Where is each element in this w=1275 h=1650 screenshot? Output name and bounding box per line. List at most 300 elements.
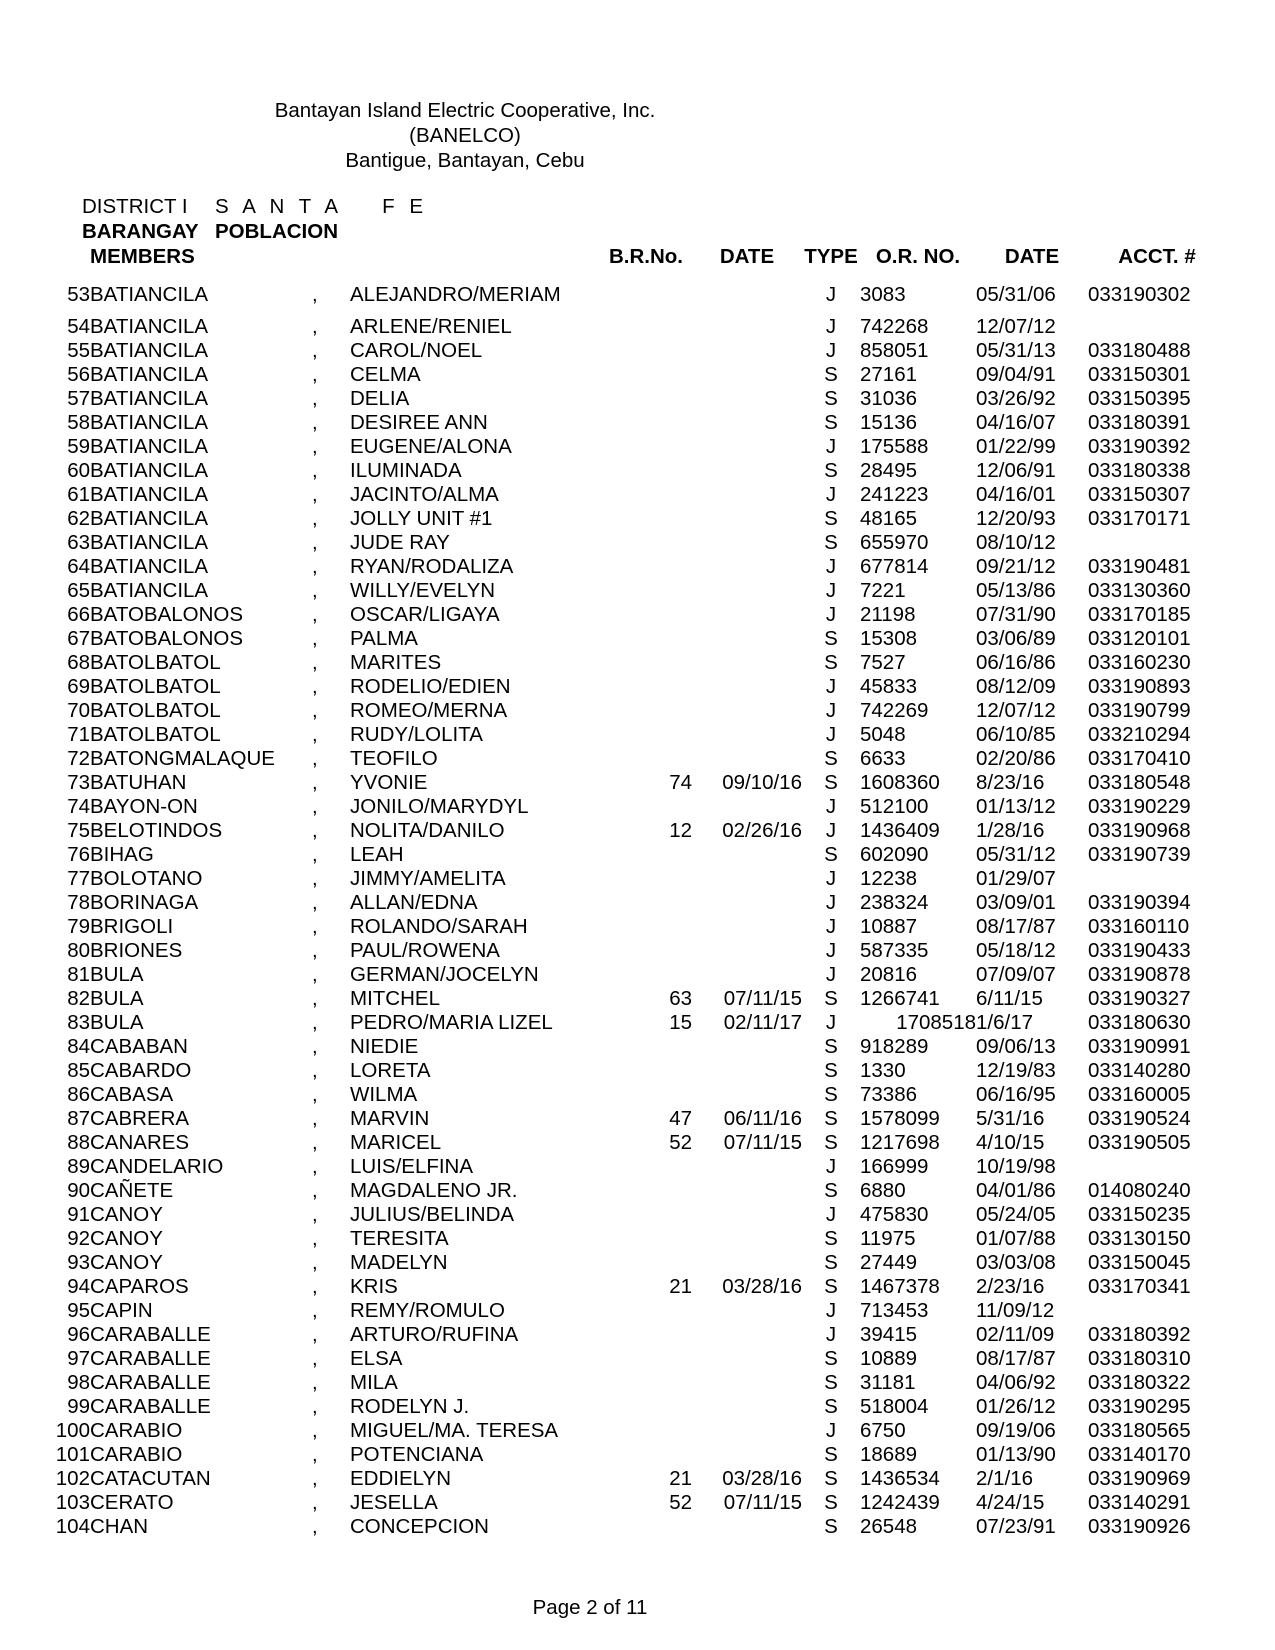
cell-or-no: 31181 (860, 1371, 916, 1394)
cell-comma: , (312, 435, 318, 458)
cell-comma: , (312, 1395, 318, 1418)
table-row (44, 1179, 1226, 1203)
cell-or-date: 01/13/90 (976, 1443, 1056, 1466)
cell-no: 102 (55, 1467, 90, 1490)
cell-comma: , (312, 363, 318, 386)
cell-comma: , (312, 819, 318, 842)
cell-comma: , (312, 699, 318, 722)
cell-acct: 033160110 (1088, 915, 1190, 938)
cell-br-no: 12 (669, 819, 692, 842)
cell-type: J (825, 915, 837, 938)
cell-no: 74 (67, 795, 90, 818)
col-header-type: TYPE (804, 245, 858, 268)
cell-or-no: 518004 (860, 1395, 929, 1418)
cell-type: S (824, 843, 838, 866)
table-row (44, 315, 1226, 339)
cell-no: 55 (67, 339, 90, 362)
cell-or-no: 858051 (860, 339, 929, 362)
cell-or-no: 1467378 (860, 1275, 940, 1298)
cell-no: 61 (67, 483, 90, 506)
cell-type: J (825, 1299, 837, 1322)
cell-acct: 033180565 (1088, 1419, 1191, 1442)
cell-acct: 033140170 (1088, 1443, 1191, 1466)
cell-comma: , (312, 795, 318, 818)
table-row (44, 891, 1226, 915)
cell-or-date: 1/28/16 (976, 819, 1045, 842)
table-row (44, 627, 1226, 651)
cell-br-date (692, 1515, 802, 1539)
cell-surname: BATOLBATOL (90, 723, 221, 746)
cell-br-date: 06/11/16 (723, 1107, 802, 1130)
cell-br-no (600, 627, 692, 651)
cell-comma: , (312, 1059, 318, 1082)
table-row (44, 603, 1226, 627)
cell-or-no: 27161 (860, 363, 918, 386)
cell-no: 71 (67, 723, 90, 746)
cell-no: 100 (55, 1419, 90, 1442)
table-row (44, 1491, 1226, 1515)
cell-acct: 014080240 (1088, 1179, 1191, 1202)
cell-br-no (600, 435, 692, 459)
cell-comma: , (312, 507, 318, 530)
cell-no: 88 (67, 1131, 90, 1154)
cell-firstname: MIGUEL/MA. TERESA (350, 1419, 559, 1442)
cell-no: 58 (67, 411, 90, 434)
cell-br-date (692, 603, 802, 627)
cell-firstname: RODELIO/EDIEN (350, 675, 511, 698)
cell-surname: BATIANCILA (90, 531, 209, 554)
cell-firstname: GERMAN/JOCELYN (350, 963, 539, 986)
cell-br-date (692, 627, 802, 651)
cell-type: S (824, 507, 838, 530)
cell-or-no: 655970 (860, 531, 929, 554)
cell-type: S (824, 1059, 838, 1082)
page-footer (0, 1596, 1180, 1620)
cell-type: S (824, 1491, 838, 1514)
cell-or-date: 09/06/13 (976, 1035, 1056, 1058)
cell-acct: 033190505 (1088, 1131, 1191, 1154)
cell-acct: 033160005 (1088, 1083, 1191, 1106)
cell-br-date (692, 579, 802, 603)
cell-or-date: 08/10/12 (976, 531, 1056, 554)
cell-acct (1088, 1299, 1226, 1323)
cell-or-no: 48165 (860, 507, 918, 530)
col-header-firstname (350, 245, 600, 283)
cell-or-date: 4/10/15 (976, 1131, 1045, 1154)
cell-br-no (600, 675, 692, 699)
cell-surname: BATUHAN (90, 771, 187, 794)
cell-acct: 033190799 (1088, 699, 1191, 722)
cell-no: 87 (67, 1107, 90, 1130)
cell-acct: 033190392 (1088, 435, 1191, 458)
cell-surname: CABARDO (90, 1059, 192, 1082)
col-header-members: MEMBERS (90, 245, 195, 268)
cell-acct: 033140280 (1088, 1059, 1191, 1082)
cell-no: 82 (67, 987, 90, 1010)
table-row (44, 1467, 1226, 1491)
cell-no: 56 (67, 363, 90, 386)
cell-br-no (600, 891, 692, 915)
cell-type: S (824, 1083, 838, 1106)
cell-type: S (824, 987, 838, 1010)
cell-no: 59 (67, 435, 90, 458)
col-header-br-no: B.R.No. (608, 245, 684, 268)
cell-br-no: 47 (669, 1107, 692, 1130)
cell-surname: BATIANCILA (90, 507, 209, 530)
cell-br-date (692, 531, 802, 555)
cell-acct: 033190969 (1088, 1467, 1191, 1490)
cell-type: S (824, 1035, 838, 1058)
cell-type: J (825, 339, 837, 362)
cell-comma: , (312, 483, 318, 506)
cell-or-no: 918289 (860, 1035, 929, 1058)
cell-surname: CARABIO (90, 1419, 183, 1442)
cell-acct: 033190302 (1088, 283, 1191, 306)
cell-or-no: 1608360 (860, 771, 940, 794)
cell-or-date: 05/18/12 (976, 939, 1056, 962)
cell-type: S (824, 651, 838, 674)
cell-surname: BATIANCILA (90, 483, 209, 506)
table-row (44, 507, 1226, 531)
cell-no: 62 (67, 507, 90, 530)
cell-surname: BIHAG (90, 843, 154, 866)
table-row (44, 1059, 1226, 1083)
table-row (44, 459, 1226, 483)
cell-or-no: 18689 (860, 1443, 918, 1466)
table-header-row (44, 245, 1226, 283)
cell-no: 75 (67, 819, 90, 842)
table-row (44, 579, 1226, 603)
cell-type: S (824, 363, 838, 386)
cell-surname: BATIANCILA (90, 283, 209, 306)
cell-br-no: 52 (669, 1491, 692, 1514)
cell-no: 97 (67, 1347, 90, 1370)
cell-br-no (600, 1419, 692, 1443)
cell-br-date (692, 675, 802, 699)
cell-acct: 033190878 (1088, 963, 1191, 986)
cell-type: J (825, 1011, 837, 1034)
cell-surname: BRIGOLI (90, 915, 174, 938)
cell-surname: BATIANCILA (90, 315, 209, 338)
cell-no: 92 (67, 1227, 90, 1250)
cell-or-no: 1578099 (860, 1107, 940, 1130)
cell-comma: , (312, 627, 318, 650)
cell-or-date: 04/06/92 (976, 1371, 1056, 1394)
cell-or-no: 1330 (860, 1059, 906, 1082)
cell-or-date: 06/16/86 (976, 651, 1056, 674)
cell-acct: 033190229 (1088, 795, 1191, 818)
cell-type: S (824, 411, 838, 434)
cell-or-no: 238324 (860, 891, 929, 914)
cell-br-no (600, 1323, 692, 1347)
cell-firstname: CAROL/NOEL (350, 339, 483, 362)
cell-surname: BATOLBATOL (90, 675, 221, 698)
cell-surname: CAPIN (90, 1299, 153, 1322)
cell-firstname: LORETA (350, 1059, 431, 1082)
table-row (44, 363, 1226, 387)
cell-no: 78 (67, 891, 90, 914)
cell-surname: BULA (90, 963, 144, 986)
table-row (44, 387, 1226, 411)
cell-type: J (825, 819, 837, 842)
cell-surname: BATONGMALAQUE (90, 747, 275, 770)
table-row (44, 843, 1226, 867)
cell-comma: , (312, 1131, 318, 1154)
company-address: Bantigue, Bantayan, Cebu (345, 149, 585, 172)
cell-surname: BATIANCILA (90, 339, 209, 362)
cell-type: J (825, 579, 837, 602)
company-acronym: (BANELCO) (409, 124, 521, 147)
table-row (44, 1347, 1226, 1371)
cell-acct: 033180630 (1088, 1011, 1191, 1034)
cell-surname: BULA (90, 987, 144, 1010)
barangay-label: BARANGAY (82, 220, 199, 243)
cell-comma: , (312, 1419, 318, 1442)
table-row (44, 1227, 1226, 1251)
cell-firstname: JULIUS/BELINDA (350, 1203, 515, 1226)
cell-br-date (692, 1227, 802, 1251)
cell-no: 80 (67, 939, 90, 962)
cell-firstname: DESIREE ANN (350, 411, 488, 434)
cell-type: J (825, 283, 837, 306)
table-row (44, 795, 1226, 819)
cell-br-no (600, 939, 692, 963)
cell-br-no (600, 1251, 692, 1275)
cell-or-no: 241223 (860, 483, 929, 506)
cell-surname: CABABAN (90, 1035, 188, 1058)
barangay-value: POBLACION (215, 220, 338, 243)
cell-type: S (824, 1371, 838, 1394)
cell-br-date (692, 315, 802, 339)
cell-comma: , (312, 1083, 318, 1106)
cell-no: 76 (67, 843, 90, 866)
cell-acct: 033150395 (1088, 387, 1191, 410)
cell-no: 63 (67, 531, 90, 554)
cell-type: J (825, 867, 837, 890)
cell-type: S (824, 771, 838, 794)
table-row (44, 819, 1226, 843)
table-row (44, 771, 1226, 795)
cell-br-date: 02/11/17 (723, 1011, 802, 1034)
cell-surname: BATIANCILA (90, 411, 209, 434)
table-row (44, 483, 1226, 507)
cell-br-no (600, 843, 692, 867)
cell-surname: CARABALLE (90, 1347, 211, 1370)
cell-br-date (692, 1059, 802, 1083)
cell-comma: , (312, 1011, 318, 1034)
cell-no: 91 (67, 1203, 90, 1226)
cell-acct: 033190433 (1088, 939, 1191, 962)
cell-comma: , (312, 1275, 318, 1298)
table-row (44, 1443, 1226, 1467)
cell-no: 57 (67, 387, 90, 410)
cell-type: J (825, 603, 837, 626)
cell-br-no: 52 (669, 1131, 692, 1154)
cell-or-date: 05/31/12 (976, 843, 1056, 866)
cell-br-date (692, 459, 802, 483)
cell-firstname: ALLAN/EDNA (350, 891, 478, 914)
cell-type: S (824, 459, 838, 482)
cell-comma: , (312, 1347, 318, 1370)
cell-surname: BATIANCILA (90, 555, 209, 578)
table-row (44, 651, 1226, 675)
cell-firstname: JACINTO/ALMA (350, 483, 499, 506)
cell-acct: 033190968 (1088, 819, 1191, 842)
cell-or-no: 6633 (860, 747, 906, 770)
table-row (44, 283, 1226, 315)
cell-or-date: 03/26/92 (976, 387, 1056, 410)
cell-br-no (600, 387, 692, 411)
cell-or-date: 07/23/91 (976, 1515, 1056, 1538)
cell-surname: BATIANCILA (90, 579, 209, 602)
cell-br-date (692, 363, 802, 387)
letterhead (0, 0, 930, 173)
cell-type: S (824, 1251, 838, 1274)
cell-or-no: 15308 (860, 627, 918, 650)
cell-no: 70 (67, 699, 90, 722)
cell-surname: BOLOTANO (90, 867, 203, 890)
cell-type: S (824, 1227, 838, 1250)
cell-type: S (824, 1107, 838, 1130)
cell-br-date: 02/26/16 (722, 819, 802, 842)
cell-br-no (600, 867, 692, 891)
cell-or-date: 04/16/01 (976, 483, 1056, 506)
cell-br-date: 03/28/16 (722, 1275, 802, 1298)
cell-or-date: 01/22/99 (976, 435, 1056, 458)
cell-or-date: 09/04/91 (976, 363, 1056, 386)
cell-br-no (600, 531, 692, 555)
cell-or-date: 02/20/86 (976, 747, 1056, 770)
cell-br-date: 07/11/15 (723, 1131, 802, 1154)
cell-type: J (825, 675, 837, 698)
table-row (44, 723, 1226, 747)
cell-or-no: 512100 (860, 795, 929, 818)
cell-no: 89 (67, 1155, 90, 1178)
cell-firstname: ILUMINADA (350, 459, 462, 482)
cell-br-no (600, 1347, 692, 1371)
cell-br-no (600, 483, 692, 507)
cell-no: 83 (67, 1011, 90, 1034)
cell-comma: , (312, 939, 318, 962)
cell-acct: 033170341 (1088, 1275, 1191, 1298)
table-row (44, 1419, 1226, 1443)
cell-no: 86 (67, 1083, 90, 1106)
table-row (44, 531, 1226, 555)
cell-acct: 033190524 (1088, 1107, 1191, 1130)
cell-firstname: PAUL/ROWENA (350, 939, 500, 962)
cell-acct (1088, 531, 1226, 555)
cell-comma: , (312, 1251, 318, 1274)
col-header-or-no: O.R. NO. (875, 245, 961, 268)
cell-no: 95 (67, 1299, 90, 1322)
cell-br-date: 07/11/15 (723, 987, 802, 1010)
cell-acct: 033150307 (1088, 483, 1191, 506)
cell-no: 90 (67, 1179, 90, 1202)
cell-firstname: LUIS/ELFINA (350, 1155, 474, 1178)
cell-surname: CABRERA (90, 1107, 190, 1130)
cell-or-no: 713453 (860, 1299, 929, 1322)
cell-no: 85 (67, 1059, 90, 1082)
cell-type: S (824, 627, 838, 650)
cell-no: 99 (67, 1395, 90, 1418)
table-row (44, 411, 1226, 435)
cell-or-date: 05/31/06 (976, 283, 1056, 306)
cell-br-date (692, 1395, 802, 1419)
cell-surname: BELOTINDOS (90, 819, 223, 842)
cell-comma: , (312, 411, 318, 434)
cell-or-date: 10/19/98 (976, 1155, 1056, 1178)
cell-br-no: 21 (669, 1275, 692, 1298)
cell-firstname: MADELYN (350, 1251, 448, 1274)
cell-acct: 033190481 (1088, 555, 1191, 578)
cell-no: 65 (67, 579, 90, 602)
cell-surname: CANOY (90, 1203, 163, 1226)
cell-surname: BATIANCILA (90, 363, 209, 386)
cell-br-date (692, 723, 802, 747)
cell-or-no: 602090 (860, 843, 929, 866)
cell-firstname: YVONIE (350, 771, 428, 794)
cell-no: 84 (67, 1035, 90, 1058)
municipality-value: S A N T A F E (215, 195, 428, 218)
cell-or-no: 677814 (860, 555, 929, 578)
cell-firstname: MITCHEL (350, 987, 440, 1010)
cell-acct: 033150301 (1088, 363, 1191, 386)
cell-comma: , (312, 987, 318, 1010)
cell-acct: 033180322 (1088, 1371, 1191, 1394)
cell-br-date (692, 1371, 802, 1395)
cell-br-no (600, 1227, 692, 1251)
cell-no: 77 (67, 867, 90, 890)
cell-type: J (825, 555, 837, 578)
cell-or-date: 04/01/86 (976, 1179, 1056, 1202)
cell-firstname: ARTURO/RUFINA (350, 1323, 519, 1346)
cell-br-date (692, 747, 802, 771)
cell-acct: 033170185 (1088, 603, 1191, 626)
cell-comma: , (312, 1155, 318, 1178)
cell-br-no (600, 555, 692, 579)
cell-or-date: 06/10/85 (976, 723, 1056, 746)
cell-firstname: LEAH (350, 843, 404, 866)
cell-br-no (600, 363, 692, 387)
cell-firstname: MAGDALENO JR. (350, 1179, 518, 1202)
cell-or-date: 06/16/95 (976, 1083, 1056, 1106)
cell-surname: BATOLBATOL (90, 651, 221, 674)
table-row (44, 1299, 1226, 1323)
cell-br-date (692, 651, 802, 675)
cell-or-no: 10889 (860, 1347, 918, 1370)
cell-br-date (692, 555, 802, 579)
cell-surname: CAPAROS (90, 1275, 189, 1298)
cell-comma: , (312, 339, 318, 362)
cell-comma: , (312, 315, 318, 338)
cell-br-no: 74 (669, 771, 692, 794)
cell-acct: 033190893 (1088, 675, 1191, 698)
cell-or-no: 1217698 (860, 1131, 940, 1154)
cell-br-date (692, 1155, 802, 1179)
cell-br-date (692, 1443, 802, 1467)
cell-type: S (824, 1179, 838, 1202)
cell-comma: , (312, 915, 318, 938)
cell-br-date (692, 891, 802, 915)
cell-or-date: 01/07/88 (976, 1227, 1056, 1250)
cell-br-no: 15 (669, 1011, 692, 1034)
cell-br-no (600, 747, 692, 771)
cell-surname: BULA (90, 1011, 144, 1034)
col-header-acct: ACCT. # (1118, 245, 1196, 268)
cell-acct: 033180338 (1088, 459, 1191, 482)
cell-no: 98 (67, 1371, 90, 1394)
cell-comma: , (312, 555, 318, 578)
